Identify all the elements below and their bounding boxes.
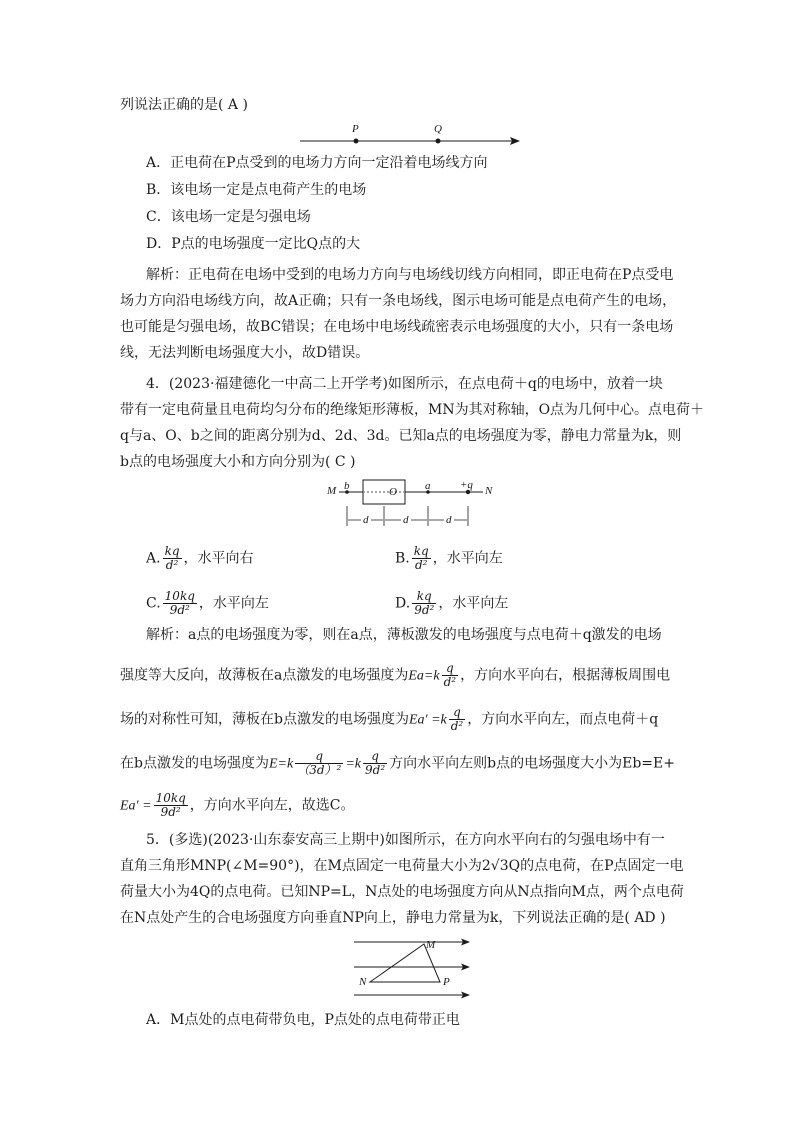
q3-option-d: D．P点的电场强度一定比Q点的大 <box>146 236 361 252</box>
q3-option-b: B．该电场一定是点电荷产生的电场 <box>146 182 367 198</box>
q3-analysis-line-3: 也可能是匀强电场，故BC错误；在电场中电场线疏密表示电场强度的大小，只有一条电场 <box>120 319 674 335</box>
q4-analysis-line-2: 强度等大反向，故薄板在a点激发的电场强度为Ea=k $\frac{q}{\text{d²}}$ ，方向水平向右，根据薄板周围电 <box>120 661 671 689</box>
q5-stem-line-1: 5．(多选)(2023·山东泰安高三上期中)如图所示，在方向水平向右的匀强电场中有一 <box>146 832 665 848</box>
q4-option-c: C. $\frac{10kq}{\text{9d²}}$ ，水平向左 <box>146 589 269 617</box>
label-a: a <box>425 480 431 492</box>
q5-stem-line-2: 直角三角形MNP(∠M=90°)，在M点固定一电荷量大小为2√3Q的点电荷，在P点固定一电 <box>120 858 684 874</box>
q4-stem-line-4: b点的电场强度大小和方向分别为( C ) <box>120 454 356 470</box>
q4-stem-line-1: 4．(2023·福建德化一中高二上开学考)如图所示，在点电荷＋q的电场中，放着一块 <box>146 376 663 392</box>
q3-analysis-line-2: 场力方向沿电场线方向，故A正确；只有一条电场线，图示电场可能是点电荷产生的电场， <box>120 293 677 309</box>
label-n: N <box>359 976 367 988</box>
q4-option-d: D. $\frac{kq}{\text{9d²}}$ ，水平向左 <box>395 589 509 617</box>
q5-stem-line-3: 荷量大小为4Q的点电荷。已知NP=L，N点处的电场强度方向从N点指向M点，两个点电荷 <box>120 884 684 900</box>
q3-analysis-line-1: 解析：正电荷在电场中受到的电场力方向与电场线切线方向相同，即正电荷在P点受电 <box>146 267 674 283</box>
point-p-label: P <box>352 123 359 135</box>
label-m: M <box>426 939 436 951</box>
q4-option-b: B. $\frac{kq}{\text{d²}}$ ，水平向左 <box>395 544 503 572</box>
point-q-dot <box>436 139 441 144</box>
label-b: b <box>344 480 350 492</box>
label-n: N <box>485 485 493 497</box>
label-m: M <box>327 485 337 497</box>
q4-analysis-line-5: Ea′ = $\frac{10kq}{\text{9d²}}$ ，方向水平向左，故选C。 <box>120 791 355 819</box>
q3-stem-tail: 列说法正确的是( A ) <box>120 97 248 113</box>
q3-electric-field-line-figure <box>300 120 530 150</box>
label-p: P <box>443 976 450 988</box>
q4-stem-line-2: 带有一定电荷量且电荷均匀分布的绝缘矩形薄板，MN为其对称轴，O点为几何中心。点电荷＋ <box>120 402 705 418</box>
q3-option-c: C．该电场一定是匀强电场 <box>146 209 311 225</box>
q4-stem-line-3: q与a、O、b之间的距离分别为d、2d、3d。已知a点的电场强度为零，静电力常量为k，则 <box>120 428 682 444</box>
q3-option-a: A．正电荷在P点受到的电场力方向一定沿着电场线方向 <box>146 155 488 171</box>
q4-analysis-line-4: 在b点激发的电场强度为E=k $\frac{q}{\text{（3d）²}}$ =k $\frac{q}{\text{9d²}}$ 方向水平向左则b点的电场强度大小为Eb=E+ <box>120 749 675 777</box>
label-o: O <box>389 486 397 498</box>
label-plus-q: +q <box>460 479 473 491</box>
point-q-label: Q <box>434 123 442 135</box>
q5-triangle-field-figure <box>350 936 475 1001</box>
q4-analysis-line-3: 场的对称性可知，薄板在b点激发的电场强度为Ea′ =k $\frac{q}{\text{d²}}$ ，方向水平向左，而点电荷＋q <box>120 705 659 733</box>
q4-analysis-line-1: 解析：a点的电场强度为零，则在a点，薄板激发的电场强度与点电荷＋q激发的电场 <box>146 627 662 643</box>
point-p-dot <box>354 139 359 144</box>
q5-stem-line-4: 在N点处产生的合电场强度方向垂直NP向上，静电力常量为k，下列说法正确的是( AD ) <box>120 910 666 926</box>
q3-analysis-line-4: 线，无法判断电场强度大小，故D错误。 <box>120 345 370 361</box>
dimension-d-3: d <box>446 514 452 526</box>
dimension-d-1: d <box>363 514 369 526</box>
q4-option-a: A. $\frac{kq}{\text{d²}}$ ，水平向右 <box>146 544 254 572</box>
q5-option-a: A．M点处的点电荷带负电，P点处的点电荷带正电 <box>146 1012 460 1028</box>
dimension-d-2: d <box>403 514 409 526</box>
q4-plate-charge-figure <box>325 478 500 533</box>
